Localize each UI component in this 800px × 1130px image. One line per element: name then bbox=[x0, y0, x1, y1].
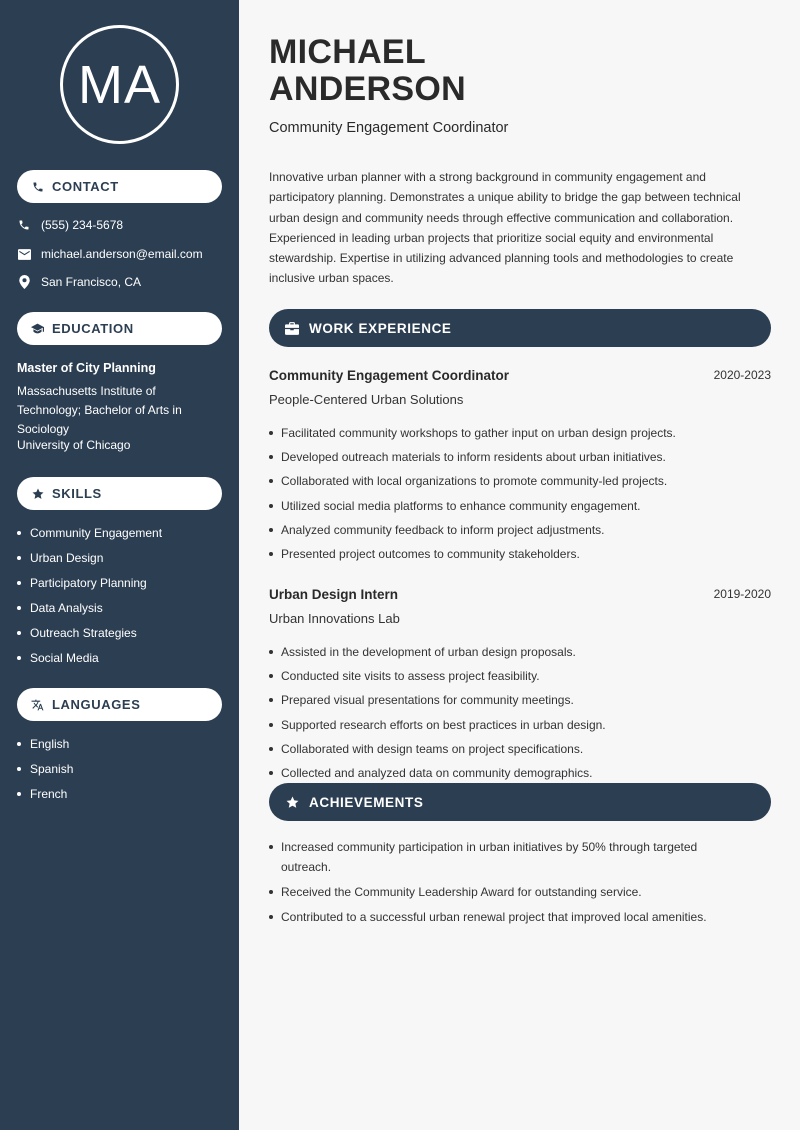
list-item: Collaborated with design teams on project specifications. bbox=[269, 739, 749, 759]
list-item: Collected and analyzed data on community demographics. bbox=[269, 763, 749, 783]
phone-icon bbox=[31, 180, 44, 193]
list-item: Supported research efforts on best practices in urban design. bbox=[269, 715, 749, 735]
skills-list bbox=[17, 520, 162, 670]
job-company: Urban Innovations Lab bbox=[269, 611, 400, 626]
job-bullets bbox=[269, 642, 749, 787]
list-item: Social Media bbox=[17, 645, 162, 670]
list-item: Assisted in the development of urban design proposals. bbox=[269, 642, 749, 662]
skills-heading-label: SKILLS bbox=[52, 486, 102, 501]
contact-location bbox=[17, 275, 141, 289]
list-item: Data Analysis bbox=[17, 595, 162, 620]
education-detail: Massachusetts Institute of Technology; Bachelor of Arts in Sociology bbox=[17, 384, 182, 436]
achievements-heading bbox=[269, 783, 771, 821]
list-item: Facilitated community workshops to gather input on urban design projects. bbox=[269, 423, 749, 443]
job-company: People-Centered Urban Solutions bbox=[269, 392, 464, 407]
list-item: French bbox=[17, 781, 73, 806]
profile-summary: Innovative urban planner with a strong background in community engagement and participatory planning. Demonstrates a unique ability to bridge the gap between technical urban design and community needs through effective communication and collaboration. Experienced in leading urban projects that prioritize social equity and environmental stewardship. Expertise in utilizing advanced planning tools and methodologies to create inclusive urban spaces. bbox=[269, 170, 741, 286]
achievements-heading-label: ACHIEVEMENTS bbox=[309, 794, 424, 810]
languages-heading-label: LANGUAGES bbox=[52, 697, 141, 712]
translate-icon bbox=[31, 698, 44, 711]
contact-location-text: San Francisco, CA bbox=[41, 275, 142, 289]
list-item: Community Engagement bbox=[17, 520, 162, 545]
job-dates: 2020-2023 bbox=[713, 368, 771, 382]
briefcase-icon bbox=[285, 321, 299, 335]
list-item: Contributed to a successful urban renewal project that improved local amenities. bbox=[269, 907, 749, 927]
contact-heading-label: CONTACT bbox=[52, 179, 119, 194]
list-item: Increased community participation in urban initiatives by 50% through targeted outreach. bbox=[269, 837, 749, 877]
contact-phone-text: (555) 234-5678 bbox=[41, 218, 124, 232]
list-item: Participatory Planning bbox=[17, 570, 162, 595]
job-dates: 2019-2020 bbox=[713, 587, 771, 601]
contact-email-text[interactable]: michael.anderson@email.com bbox=[41, 247, 203, 261]
contact-heading bbox=[17, 170, 222, 203]
contact-email[interactable] bbox=[17, 247, 203, 261]
list-item: Spanish bbox=[17, 756, 73, 781]
languages-list bbox=[17, 731, 73, 806]
job-role: Urban Design Intern bbox=[269, 587, 399, 602]
name-last: ANDERSON bbox=[269, 70, 466, 108]
job-title: Community Engagement Coordinator bbox=[269, 120, 509, 136]
list-item: English bbox=[17, 731, 73, 756]
name-first: MICHAEL bbox=[269, 33, 426, 71]
star-icon bbox=[285, 795, 299, 809]
map-pin-icon bbox=[17, 275, 31, 289]
list-item: Collaborated with local organizations to promote community-led projects. bbox=[269, 471, 749, 491]
list-item: Received the Community Leadership Award for outstanding service. bbox=[269, 882, 749, 902]
list-item: Outreach Strategies bbox=[17, 620, 162, 645]
list-item: Conducted site visits to assess project feasibility. bbox=[269, 666, 749, 686]
phone-icon bbox=[17, 218, 31, 232]
languages-heading bbox=[17, 688, 222, 721]
envelope-icon bbox=[17, 247, 31, 261]
list-item: Urban Design bbox=[17, 545, 162, 570]
achievements-list bbox=[269, 837, 749, 932]
education-school: University of Chicago bbox=[17, 438, 131, 452]
work-experience-heading-label: WORK EXPERIENCE bbox=[309, 320, 452, 336]
skills-heading bbox=[17, 477, 222, 510]
list-item: Analyzed community feedback to inform project adjustments. bbox=[269, 520, 749, 540]
list-item: Prepared visual presentations for community meetings. bbox=[269, 690, 749, 710]
job-role: Community Engagement Coordinator bbox=[269, 368, 510, 383]
education-degree: Master of City Planning bbox=[17, 361, 156, 375]
list-item: Utilized social media platforms to enhance community engagement. bbox=[269, 496, 749, 516]
job-bullets bbox=[269, 423, 749, 568]
education-heading bbox=[17, 312, 222, 345]
full-name bbox=[269, 34, 466, 108]
work-experience-heading bbox=[269, 309, 771, 347]
education-heading-label: EDUCATION bbox=[52, 321, 134, 336]
contact-phone bbox=[17, 218, 123, 232]
sidebar bbox=[0, 0, 239, 1130]
star-icon bbox=[31, 487, 44, 500]
monogram-avatar: MA bbox=[60, 25, 179, 144]
list-item: Presented project outcomes to community stakeholders. bbox=[269, 544, 749, 564]
list-item: Developed outreach materials to inform residents about urban initiatives. bbox=[269, 447, 749, 467]
graduation-cap-icon bbox=[31, 322, 44, 335]
